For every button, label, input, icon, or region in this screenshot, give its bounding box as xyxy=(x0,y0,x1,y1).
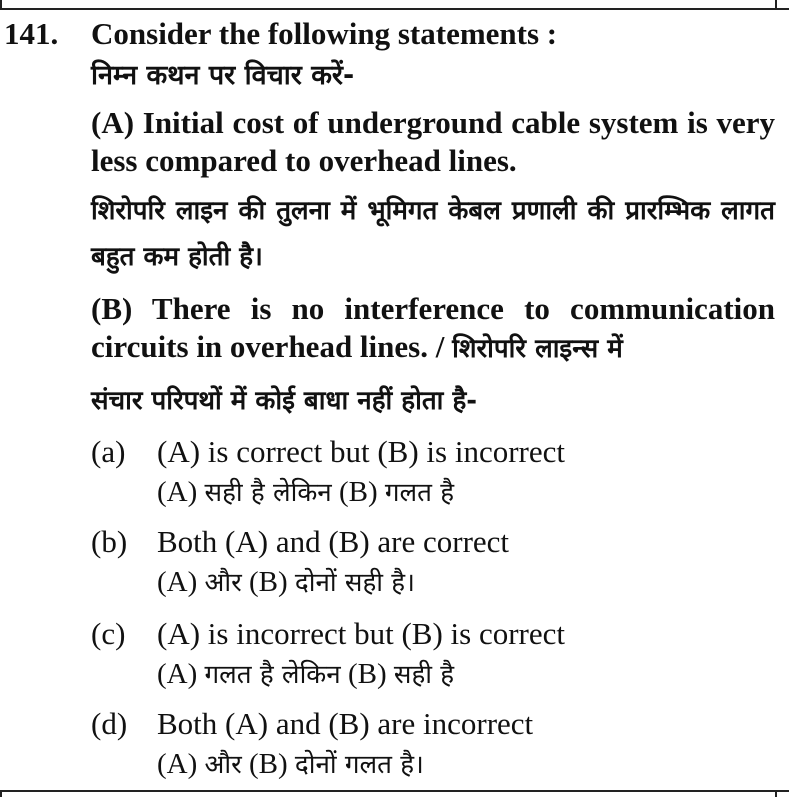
frame-bottom-left-tick xyxy=(0,790,2,797)
option-a-english: (A) is correct but (B) is incorrect xyxy=(157,434,566,469)
option-c-label: (c) xyxy=(91,616,126,651)
frame-right-tick xyxy=(775,0,777,10)
frame-bottom-right-tick xyxy=(775,790,777,797)
option-b-hindi-mid2: (B) xyxy=(249,566,288,598)
statement-b-hindi-inline: शिरोपरि लाइन्स में xyxy=(452,334,623,364)
option-a-hindi-prefix: (A) xyxy=(157,476,198,508)
option-d-hindi-suffix: दोनों गलत है। xyxy=(294,750,424,780)
option-b-hindi-mid1: और xyxy=(204,568,242,598)
option-d-hindi xyxy=(157,744,424,785)
option-b-hindi xyxy=(157,562,415,603)
statement-b-hindi: संचार परिपथों में कोई बाधा नहीं होता है- xyxy=(91,386,478,416)
bottom-border-rule xyxy=(0,790,789,797)
option-a[interactable] xyxy=(91,432,771,524)
option-d-hindi-prefix: (A) xyxy=(157,748,198,780)
option-d-hindi-mid2: (B) xyxy=(249,748,288,780)
option-b-english: Both (A) and (B) are correct xyxy=(157,524,510,559)
option-d-hindi-mid1: और xyxy=(204,750,242,780)
option-d-english: Both (A) and (B) are incorrect xyxy=(157,706,534,741)
option-c-hindi xyxy=(157,654,454,695)
option-c-english: (A) is incorrect but (B) is correct xyxy=(157,616,566,651)
option-a-hindi-suffix: गलत है xyxy=(384,478,455,508)
option-c-hindi-prefix: (A) xyxy=(157,658,198,690)
option-c-hindi-mid1: गलत है लेकिन xyxy=(204,660,341,690)
statement-a-english: (A) Initial cost of underground cable system is very less compared to overhead lines. xyxy=(91,105,775,178)
option-a-hindi-mid2: (B) xyxy=(338,476,378,508)
option-b-label: (b) xyxy=(91,524,128,559)
question-number: 141. xyxy=(4,16,59,51)
top-border-rule xyxy=(0,0,789,10)
option-c[interactable] xyxy=(91,614,771,706)
option-d[interactable] xyxy=(91,704,771,796)
option-a-hindi xyxy=(157,472,454,513)
statement-b-english xyxy=(91,290,775,368)
question-title-english: Consider the following statements : xyxy=(91,16,558,51)
frame-left-tick xyxy=(0,0,2,10)
option-b[interactable] xyxy=(91,522,771,614)
option-d-label: (d) xyxy=(91,706,128,741)
statement-b-english-text: (B) There is no interference to communication circuits in overhead lines. / xyxy=(91,291,775,364)
option-b-hindi-prefix: (A) xyxy=(157,566,198,598)
option-a-hindi-mid1: सही है लेकिन xyxy=(204,478,332,508)
option-c-hindi-suffix: सही है xyxy=(393,660,455,690)
option-c-hindi-mid2: (B) xyxy=(347,658,387,690)
option-b-hindi-suffix: दोनों सही है। xyxy=(294,568,415,598)
question-title-hindi: निम्न कथन पर विचार करें- xyxy=(91,60,355,91)
option-a-label: (a) xyxy=(91,434,126,469)
statement-a-hindi: शिरोपरि लाइन की तुलना में भूमिगत केबल प्रणाली की प्रारम्भिक लागत बहुत कम होती है। xyxy=(91,196,775,272)
